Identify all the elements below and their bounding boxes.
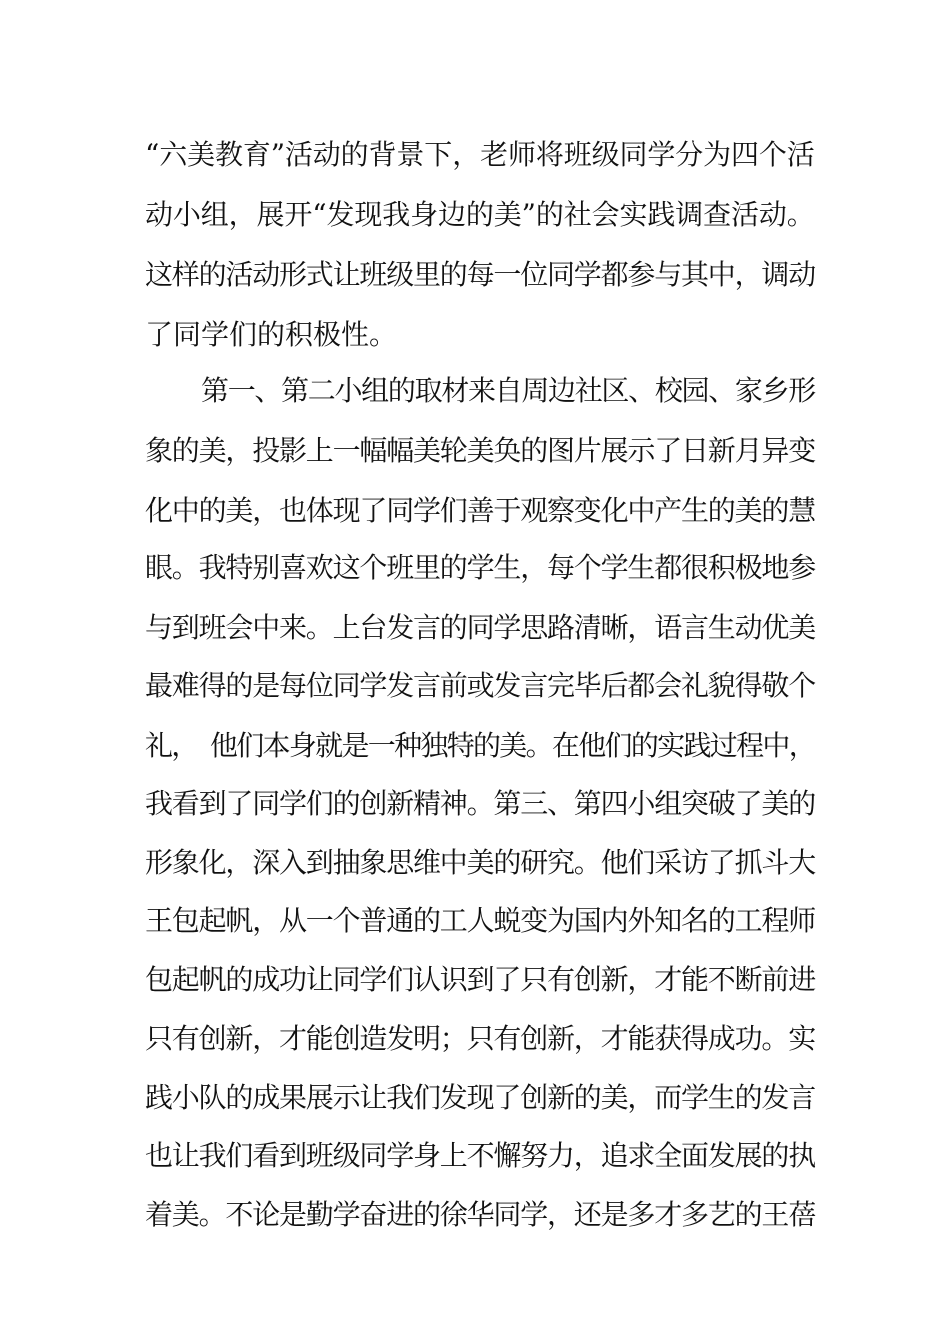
text-line: 了同学们的积极性。 [145,318,398,351]
text-line: 包起帆的成功让同学们认识到了只有创新，才能不断前进 [145,963,816,996]
text-line: 践小队的成果展示让我们发现了创新的美，而学生的发言 [145,1081,816,1114]
text-line: 礼， 他们本身就是一种独特的美。在他们的实践过程中， [145,729,816,762]
text-line: 只有创新，才能创造发明；只有创新，才能获得成功。实 [145,1022,816,1055]
text-line: 我看到了同学们的创新精神。第三、第四小组突破了美的 [145,787,816,820]
text-line: 化中的美，也体现了同学们善于观察变化中产生的美的慧 [145,494,816,527]
text-line: 王包起帆，从一个普通的工人蜕变为国内外知名的工程师 [145,904,816,937]
paragraph-first-line: 第一、第二小组的取材来自周边社区、校园、家乡形 [201,374,816,407]
text-line: 与到班会中来。上台发言的同学思路清晰，语言生动优美 [145,611,816,644]
text-line: 眼。我特别喜欢这个班里的学生，每个学生都很积极地参 [145,551,816,584]
text-line: 着美。不论是勤学奋进的徐华同学，还是多才多艺的王蓓 [145,1198,816,1231]
text-line: 象的美，投影上一幅幅美轮美奂的图片展示了日新月异变 [145,434,816,467]
text-line: 也让我们看到班级同学身上不懈努力，追求全面发展的执 [145,1139,816,1172]
text-line: 这样的活动形式让班级里的每一位同学都参与其中，调动 [145,258,816,291]
text-line: 形象化，深入到抽象思维中美的研究。他们采访了抓斗大 [145,846,816,879]
text-line: “六美教育”活动的背景下，老师将班级同学分为四个活 [145,138,815,171]
text-line: 动小组，展开“发现我身边的美”的社会实践调查活动。 [145,198,815,231]
text-line: 最难得的是每位同学发言前或发言完毕后都会礼貌得敬个 [145,669,816,702]
